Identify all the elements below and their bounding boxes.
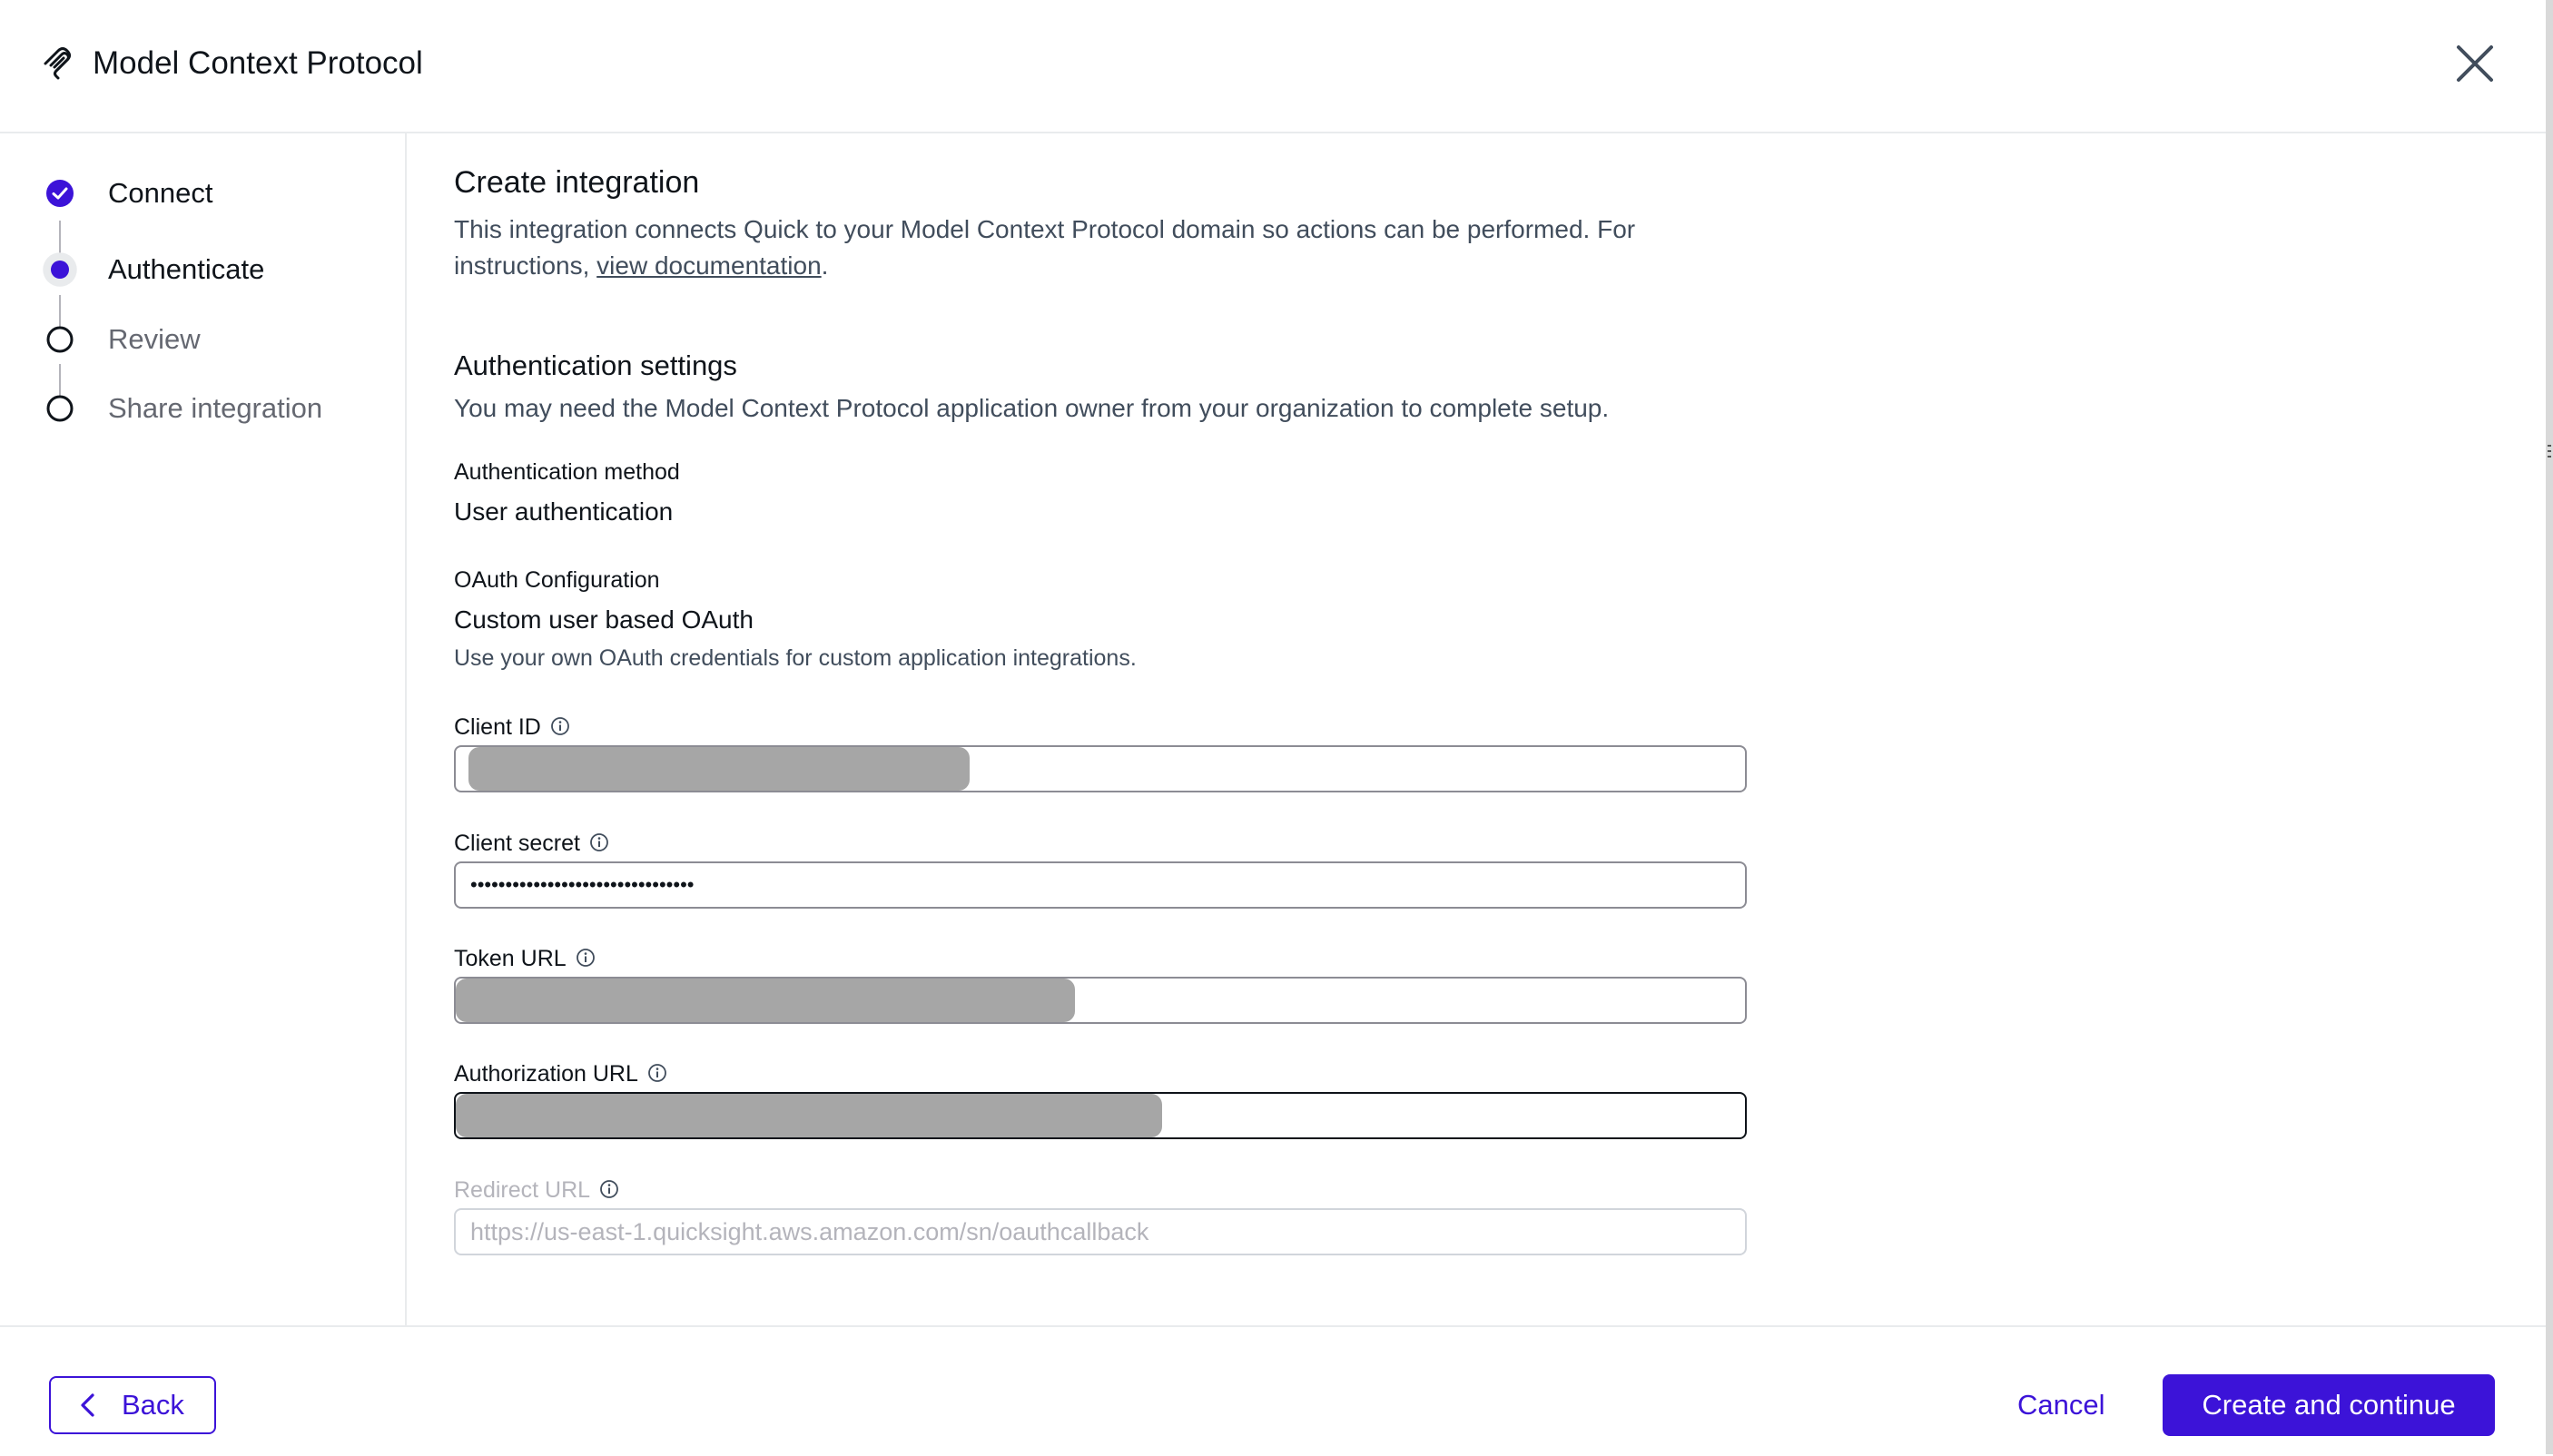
step-label: Share integration: [108, 392, 323, 424]
redacted-value: [468, 747, 970, 791]
authorization-url-input[interactable]: [454, 1092, 1747, 1139]
step-share-integration: [0, 381, 405, 436]
auth-method-value: User authentication: [454, 497, 674, 526]
check-circle-icon: [45, 179, 74, 208]
client-secret-label: Client secret: [454, 827, 609, 860]
create-and-continue-button[interactable]: Create and continue: [2163, 1374, 2495, 1436]
auth-settings-heading: Authentication settings: [454, 349, 737, 381]
client-secret-value: ••••••••••••••••••••••••••••••••: [470, 873, 695, 896]
modal-title: Model Context Protocol: [93, 45, 423, 81]
client-id-input[interactable]: [454, 745, 1747, 792]
info-icon[interactable]: [599, 1179, 619, 1199]
pending-step-icon: [45, 394, 74, 423]
back-button[interactable]: [49, 1376, 216, 1434]
redirect-url-placeholder: https://us-east-1.quicksight.aws.amazon.com/sn/oauthcallback: [470, 1218, 1149, 1245]
chevron-left-icon: [76, 1392, 102, 1418]
step-review: [0, 312, 405, 367]
client-secret-input[interactable]: [454, 861, 1747, 909]
close-icon[interactable]: [2451, 40, 2499, 87]
oauth-config-value: Custom user based OAuth: [454, 605, 754, 634]
modal-footer: [0, 1325, 2546, 1456]
step-label: Authenticate: [108, 253, 265, 285]
oauth-config-label: OAuth Configuration: [454, 567, 660, 593]
step-label: Review: [108, 323, 201, 355]
page-heading: Create integration: [454, 165, 700, 200]
step-label: Connect: [108, 177, 213, 209]
info-icon[interactable]: [550, 716, 570, 736]
page-description: This integration connects Quick to your Model Context Protocol domain so actions can be performed. For instructions, view documentation.: [454, 215, 1636, 280]
oauth-config-description: Use your own OAuth credentials for custom application integrations.: [454, 645, 1137, 671]
auth-method-label: Authentication method: [454, 459, 680, 485]
modal-header: [0, 0, 2546, 133]
redirect-url-label: Redirect URL: [454, 1174, 619, 1206]
client-id-label: Client ID: [454, 711, 570, 743]
authorization-url-label: Authorization URL: [454, 1058, 667, 1090]
token-url-input[interactable]: [454, 977, 1747, 1024]
wizard-steps: [0, 133, 407, 1326]
pending-step-icon: [45, 325, 74, 354]
cancel-button[interactable]: Cancel: [2017, 1389, 2105, 1421]
current-step-icon: [42, 251, 78, 288]
step-authenticate[interactable]: [0, 242, 405, 297]
mcp-logo-icon: [42, 47, 74, 80]
auth-settings-description: You may need the Model Context Protocol application owner from your organization to complete setup.: [454, 394, 1610, 422]
info-icon[interactable]: [576, 948, 596, 968]
view-documentation-link[interactable]: view documentation: [596, 251, 822, 280]
window-edge: [2546, 0, 2553, 1454]
step-connect[interactable]: [0, 166, 405, 221]
redirect-url-input: [454, 1208, 1747, 1255]
token-url-label: Token URL: [454, 942, 596, 975]
info-icon[interactable]: [589, 832, 609, 852]
back-button-label: Back: [122, 1389, 184, 1421]
info-icon[interactable]: [647, 1063, 667, 1083]
redacted-value: [456, 979, 1075, 1022]
redacted-value: [456, 1094, 1162, 1137]
